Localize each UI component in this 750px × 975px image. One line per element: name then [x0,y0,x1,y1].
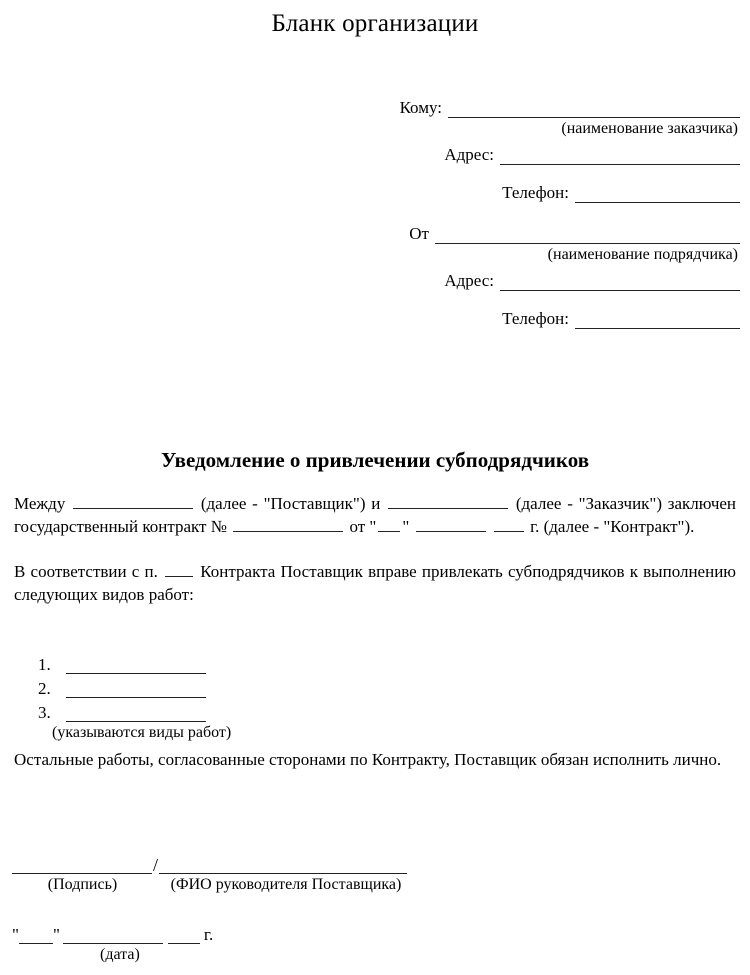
recipient-name-caption: (наименование заказчика) [561,120,738,137]
full-name-blank[interactable] [159,855,407,874]
date-section [12,925,312,965]
contract-year-blank[interactable] [494,516,524,532]
document-body [14,492,736,606]
sender-name-label: От [409,224,429,243]
sender-address-blank[interactable] [500,273,740,291]
contract-day-blank[interactable] [378,516,400,532]
work-list-caption: (указываются виды работ) [52,724,232,741]
recipient-name-blank[interactable] [448,100,740,118]
list-item [38,674,338,698]
work-type-blank-1[interactable] [66,657,206,674]
recipient-address-label: Адрес: [444,145,494,164]
date-caption: (дата) [100,946,140,963]
recipient-phone-blank[interactable] [575,185,740,203]
sender-name-caption: (наименование подрядчика) [547,246,738,263]
closing-section [14,748,736,771]
date-quote-open: " [12,925,19,944]
clause-number-blank[interactable] [165,561,193,577]
date-quote-close: " [52,925,60,944]
recipient-address-blank[interactable] [500,147,740,165]
sender-phone-label: Телефон: [502,309,569,328]
intro-text-5: " [402,517,410,536]
intro-text-6: г. (далее - "Контракт"). [530,517,695,536]
intro-text-4: от " [349,517,377,536]
work-types-list [38,650,338,742]
sender-phone-blank[interactable] [575,311,740,329]
closing-paragraph: Остальные работы, согласованные сторонами по Контракту, Поставщик обязан исполнить лично. [14,750,722,769]
work-type-blank-2[interactable] [66,681,206,698]
recipient-name-row [380,92,740,118]
sender-row-spacer [380,291,740,303]
sender-address-block [380,218,740,329]
signature-section [12,855,442,895]
recipient-address-row [380,139,740,165]
date-year-suffix: г. [203,925,214,944]
sender-address-row [380,265,740,291]
customer-name-blank[interactable] [388,493,508,509]
full-name-caption: (ФИО руководителя Поставщика) [170,876,402,893]
recipient-address-block [380,92,740,203]
sender-name-row [380,218,740,244]
sender-name-blank[interactable] [435,226,740,244]
intro-text-3: (далее - "Заказчик") заключен государственный контракт № [14,494,737,536]
sender-address-label: Адрес: [444,271,494,290]
list-item-number: 1. [38,655,51,674]
contract-month-blank[interactable] [416,516,486,532]
date-month-blank[interactable] [63,927,163,944]
intro-paragraph [14,492,736,538]
clause-paragraph [14,560,736,606]
clause-text-1: В соответствии с п. [14,562,158,581]
list-item [38,698,338,722]
signature-slash: / [153,855,159,875]
organization-letterhead-title: Бланк организации [271,10,479,37]
date-day-blank[interactable] [19,927,53,944]
recipient-phone-row [380,177,740,203]
signature-lines-row [12,855,442,874]
contract-number-blank[interactable] [233,516,343,532]
date-row [12,925,312,944]
list-item [38,650,338,674]
list-item-number: 2. [38,679,51,698]
sender-phone-row [380,303,740,329]
intro-text-1: Между [14,494,66,513]
recipient-name-label: Кому: [399,98,442,117]
signature-blank[interactable] [12,855,152,874]
work-type-blank-3[interactable] [66,705,206,722]
list-item-number: 3. [38,703,51,722]
date-year-blank[interactable] [168,927,200,944]
signature-caption: (Подпись) [47,876,118,893]
supplier-name-blank[interactable] [73,493,193,509]
signature-captions-row [12,875,442,895]
document-heading: Уведомление о привлечении субподрядчиков [160,448,590,472]
recipient-row-spacer [380,165,740,177]
intro-text-2: (далее - "Поставщик") и [200,494,381,513]
recipient-phone-label: Телефон: [502,183,569,202]
clause-text-2: Контракта Поставщик вправе привлекать субподрядчиков к выполнению следующих видов работ: [14,562,736,604]
